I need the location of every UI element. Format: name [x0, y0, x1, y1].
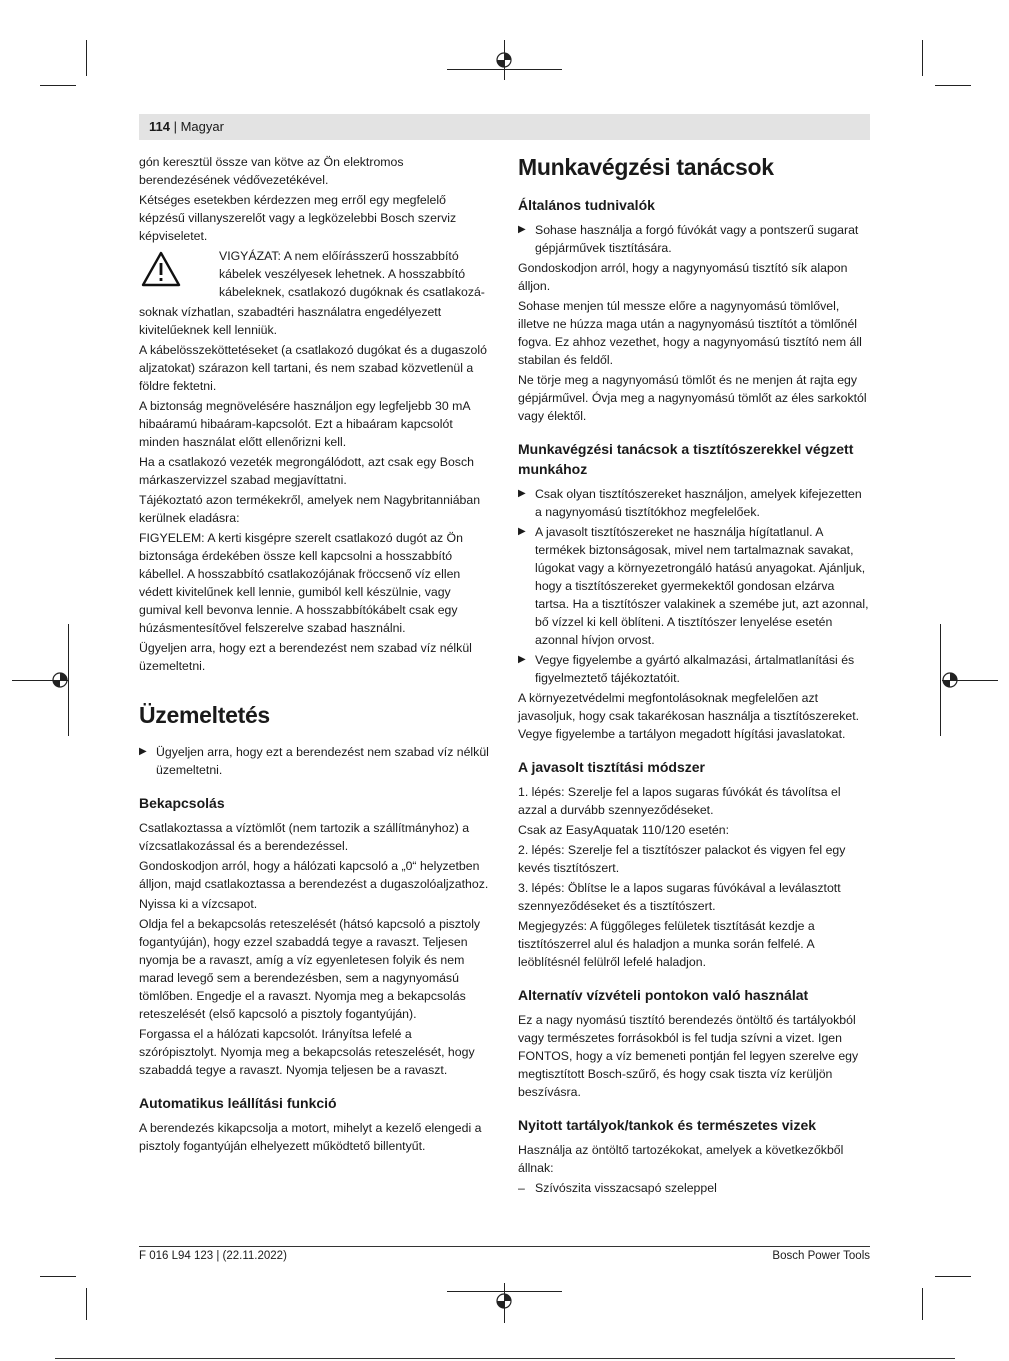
registration-mark-icon: [51, 671, 69, 689]
subsection-title: Nyitott tartályok/tankok és természetes vizek: [518, 1117, 817, 1133]
footer-brand: Bosch Power Tools: [772, 1250, 870, 1262]
paragraph: 3. lépés: Öblítse le a lapos sugaras fúvókával a leválasztott szennyeződéseket és a tisztítószert.: [518, 881, 841, 913]
warning-triangle-icon: [141, 251, 181, 287]
bullet-item: ▶ Csak olyan tisztítószereket használjon, amelyek kifejezetten a nagynyomású tisztítókhoz megfelelőek.: [518, 485, 869, 521]
crop-mark: [922, 40, 923, 76]
bullet-item: ▶ Vegye figyelembe a gyártó alkalmazási, ártalmatlanítási és figyelmeztető tájékoztatóit.: [518, 651, 869, 687]
paragraph: Sohase menjen túl messze előre a nagynyomású tömlővel, illetve ne húzza maga után a nagynyomású tisztítót a tömlőnél fogva. Ez ahhoz vezethet, hogy a nagynyomású tisztító nem áll stabilan és feldől.: [518, 299, 862, 367]
subsection-title: A javasolt tisztítási módszer: [518, 759, 705, 775]
paragraph: Nyissa ki a vízcsapot.: [139, 897, 258, 911]
subsection-title: Általános tudnivalók: [518, 197, 655, 213]
bullet-item: ▶ Ügyeljen arra, hogy ezt a berendezést nem szabad víz nélkül üzemeltetni.: [139, 743, 490, 779]
paragraph: Ne törje meg a nagynyomású tömlőt és ne menjen át rajta egy gépjárművel. Óvja meg a nagynyomású tömlőt az éles sarkoktól vagy élektől.: [518, 373, 867, 423]
paragraph: Megjegyzés: A függőleges felületek tisztítását kezdje a tisztítószerrel alul és haladjon a munka során felfelé. A leöblítésnél felülről lefelé haladjon.: [518, 919, 815, 969]
section-title: Üzemeltetés: [139, 702, 270, 728]
subsection-title: Alternatív vízvételi pontokon való használat: [518, 987, 809, 1003]
registration-mark-icon: [495, 1292, 513, 1310]
paragraph: 1. lépés: Szerelje fel a lapos sugaras fúvókát és távolítsa el azzal a durvább szennyeződéseket.: [518, 785, 841, 817]
registration-mark-icon: [941, 671, 959, 689]
footer-rule: [139, 1246, 870, 1247]
paragraph: gón keresztül össze van kötve az Ön elektromos berendezésének védővezetékével.: [139, 155, 404, 187]
crop-mark: [935, 1276, 971, 1277]
paragraph: Kétséges esetekben kérdezzen meg erről egy megfelelő képzésű villanyszerelőt vagy a legközelebbi Bosch szerviz képviseletet.: [139, 193, 457, 243]
paragraph: Gondoskodjon arról, hogy a nagynyomású tisztító sík alapon álljon.: [518, 261, 848, 293]
registration-mark-icon: [495, 51, 513, 69]
bullet-item: ▶ A javasolt tisztítószereket ne használja hígítatlanul. A termékek biztonságosak, mivel nem tartalmaznak savakat, lúgokat vagy a környezetrongáló hatású anyagokat. Ajánljuk, hogy a tisztítószereket gyermekektől gondosan elzárva tartsa. Ha a tisztítószer valakinek a szemébe jut, azt azonnal, bő vízzel ki kell öblíteni. A tisztítószer lenyelése esetén azonnal hívjon orvost.: [518, 523, 869, 649]
warning-text-continued: soknak vízhatlan, szabadtéri használatra engedélyezett kivitelűeknek kell lenniük.: [139, 305, 442, 337]
paragraph: FIGYELEM: A kerti kisgépre szerelt csatlakozó dugót az Ön biztonsága érdekében össze kell kapcsolni a hosszabbító kábellel. A hosszabbító csatlakozójának fröccsenő víz ellen védett kivitelűnek kell lennie, gumiból kell készülnie, vagy gumival kell bevonva lennie. A hosszabbítókábelt csak egy húzásmentesítővel felszerelve szabad használni.: [139, 531, 463, 635]
paragraph: Ha a csatlakozó vezeték megrongálódott, azt csak egy Bosch márkaszervizzel szabad megjavíttatni.: [139, 455, 474, 487]
header-text: [149, 119, 224, 134]
paragraph: Gondoskodjon arról, hogy a hálózati kapcsoló a „0“ helyzetben álljon, majd csatlakoztassa a berendezést a dugaszolóaljzathoz.: [139, 859, 489, 891]
page-number: 114: [149, 119, 170, 134]
crop-mark: [922, 1288, 923, 1320]
warning-block: [139, 247, 490, 301]
paragraph: A biztonság megnövelésére használjon egy legfeljebb 30 mA hibaáramú hibaáram-kapcsolót. Ezt a hibaáram kapcsolót minden használat előtt ellenőrizni kell.: [139, 399, 470, 449]
crop-mark: [86, 1288, 87, 1320]
crop-mark: [40, 85, 76, 86]
section-title: Munkavégzési tanácsok: [518, 154, 774, 180]
subsection-title: Automatikus leállítási funkció: [139, 1095, 337, 1111]
left-column: [139, 153, 490, 1157]
bottom-rule: [55, 1358, 955, 1359]
subsection-title: Bekapcsolás: [139, 795, 225, 811]
paragraph: Forgassa el a hálózati kapcsolót. Irányítsa lefelé a szórópisztolyt. Nyomja meg a bekapcsolás reteszelését, hogy szabaddá tegye a ravaszt. Nyomja teljesen be a ravaszt.: [139, 1027, 475, 1077]
warning-text: VIGYÁZAT: A nem előírásszerű hosszabbító kábelek veszélyesek lehetnek. A hosszabbító kábeleknek, csatlakozó dugóknak és csatlakozá-: [219, 249, 485, 299]
paragraph: Használja az öntöltő tartozékokat, amelyek a következőkből állnak:: [518, 1143, 844, 1175]
paragraph: A környezetvédelmi megfontolásoknak megfelelően azt javasoljuk, hogy csak takarékosan használja a tisztítószereket. Vegye figyelembe a tartályon megadott hígítási javaslatokat.: [518, 691, 860, 741]
page-header: [139, 114, 870, 140]
paragraph: Oldja fel a bekapcsolás reteszelését (hátsó kapcsoló a pisztoly fogantyúján), hogy ezzel szabaddá tegye a ravaszt. Teljesen nyomja be a ravaszt, amíg a víz egyenletesen folyik és nem marad levegő sem a berendezésben, sem a nagynyomású tömlőben. Engedje el a ravaszt. Nyomja meg a bekapcsolás reteszelését (első kapcsoló a pisztoly fogantyúján).: [139, 917, 481, 1021]
paragraph: Ez a nagy nyomású tisztító berendezés öntöltő és tartályokból vagy természetes forrásokból is fel tudja szívni a vizet. Igen FONTOS, hogy a víz bemeneti pontján fel legyen szerelve egy megtisztított Bosch-szűrő, és hogy csak tiszta víz kerüljön beszívásra.: [518, 1013, 859, 1099]
paragraph: A berendezés kikapcsolja a motort, mihelyt a kezelő elengedi a pisztoly fogantyúján elhelyezett működtető billentyűt.: [139, 1121, 482, 1153]
header-separator: |: [169, 119, 181, 134]
paragraph: 2. lépés: Szerelje fel a tisztítószer palackot és vigyen fel egy kevés tisztítószert.: [518, 843, 846, 875]
paragraph: Tájékoztató azon termékekről, amelyek nem Nagybritanniában kerülnek eladásra:: [139, 493, 481, 525]
bullet-item: ▶ Sohase használja a forgó fúvókát vagy a pontszerű sugarat gépjárművek tisztítására.: [518, 221, 869, 257]
paragraph: Ügyeljen arra, hogy ezt a berendezést nem szabad víz nélkül üzemeltetni.: [139, 641, 472, 673]
crop-mark: [935, 85, 971, 86]
subsection-title: Munkavégzési tanácsok a tisztítószerekkel végzett munkához: [518, 441, 854, 477]
right-column: [518, 153, 869, 1199]
footer-doc-id: F 016 L94 123 | (22.11.2022): [139, 1250, 287, 1262]
paragraph: Csatlakoztassa a víztömlőt (nem tartozik a szállítmányhoz) a vízcsatlakozással és a berendezéssel.: [139, 821, 470, 853]
crop-mark: [86, 40, 87, 76]
dash-list-item: – Szívószita visszacsapó szeleppel: [518, 1179, 869, 1197]
paragraph: Csak az EasyAquatak 110/120 esetén:: [518, 823, 730, 837]
crop-mark: [40, 1276, 76, 1277]
paragraph: A kábelösszeköttetéseket (a csatlakozó dugókat és a dugaszoló aljzatokat) szárazon kell tartani, és nem szabad közvetlenül a földre fektetni.: [139, 343, 487, 393]
header-language: Magyar: [180, 119, 224, 134]
